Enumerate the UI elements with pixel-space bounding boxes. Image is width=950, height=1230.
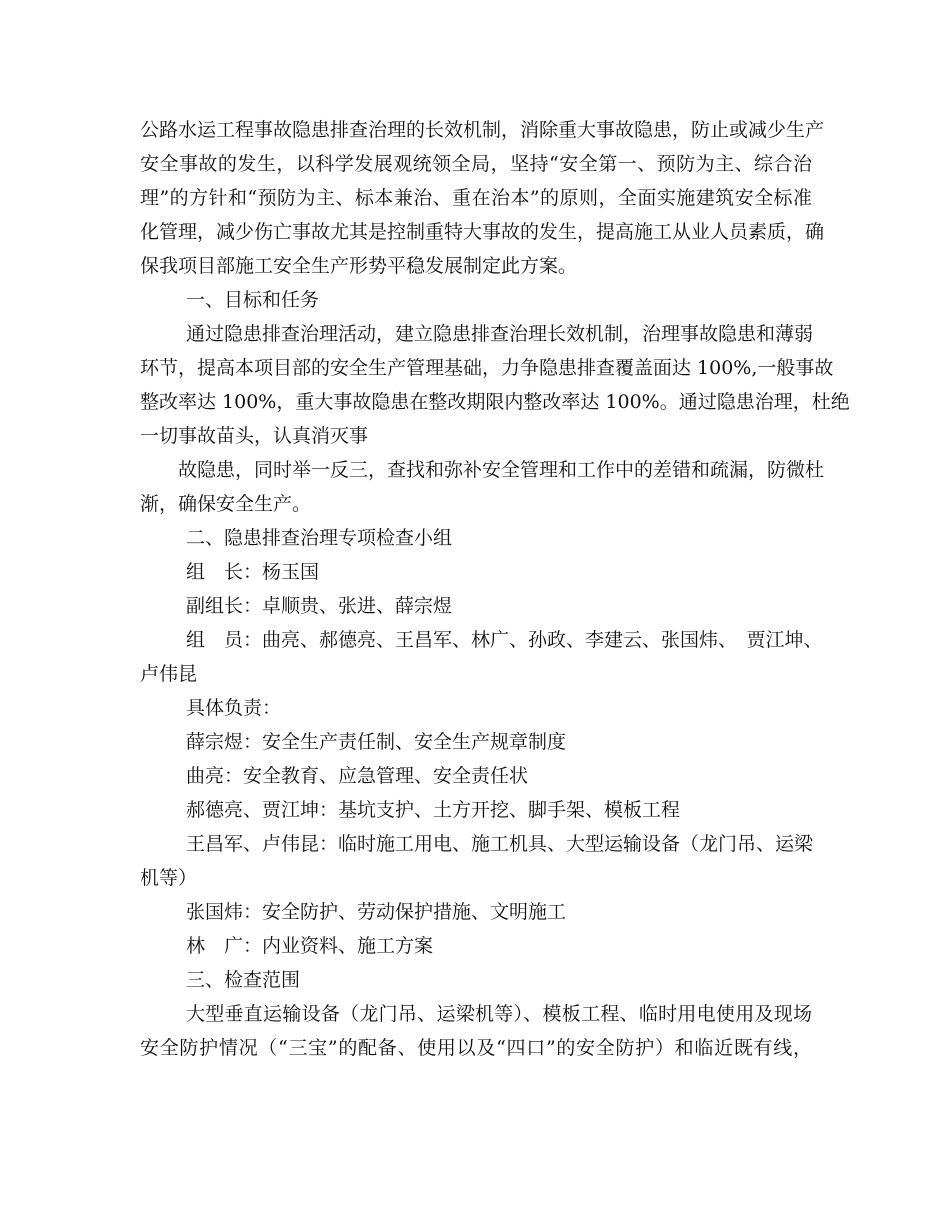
- paragraph-line: 安全防护情况（“三宝”的配备、使用以及“四口”的安全防护）和临近既有线，: [140, 1037, 812, 1059]
- list-item: 组 员：曲亮、郝德亮、王昌军、林广、孙政、李建云、张国炜、 贾江坤、: [186, 629, 823, 651]
- list-item: 具体负责：: [186, 697, 282, 719]
- paragraph-line: 渐，确保安全生产。: [140, 493, 312, 515]
- list-item: 曲亮：安全教育、应急管理、安全责任状: [186, 765, 529, 787]
- paragraph-line: 通过隐患排查治理活动，建立隐患排查治理长效机制，治理事故隐患和薄弱: [186, 323, 814, 345]
- paragraph-line: 理”的方针和“预防为主、标本兼治、重在治本”的原则，全面实施建筑安全标准: [140, 187, 812, 209]
- section-heading: 一、目标和任务: [186, 289, 320, 311]
- section-heading: 二、隐患排查治理专项检查小组: [186, 527, 453, 549]
- paragraph-line: 保我项目部施工安全生产形势平稳发展制定此方案。: [140, 255, 578, 277]
- list-item: 王昌军、卢伟昆：临时施工用电、施工机具、大型运输设备（龙门吊、运梁: [186, 833, 814, 855]
- paragraph-line: 化管理，减少伤亡事故尤其是控制重特大事故的发生，提高施工从业人员素质，确: [140, 221, 825, 243]
- list-item: 张国炜：安全防护、劳动保护措施、文明施工: [186, 901, 567, 923]
- paragraph-line: 公路水运工程事故隐患排查治理的长效机制，消除重大事故隐患，防止或减少生产: [140, 119, 825, 141]
- list-item: 组 长：杨玉国: [186, 561, 320, 583]
- list-item-continuation: 机等）: [140, 867, 198, 889]
- list-item: 林 广：内业资料、施工方案: [186, 935, 434, 957]
- paragraph-line: 大型垂直运输设备（龙门吊、运梁机等）、模板工程、临时用电使用及现场: [186, 1003, 812, 1025]
- paragraph-line: 安全事故的发生，以科学发展观统领全局，坚持“安全第一、预防为主、综合治: [140, 153, 812, 175]
- list-item: 副组长：卓顺贵、张进、薛宗煜: [186, 595, 453, 617]
- paragraph-line: 整改率达 100%，重大事故隐患在整改期限内整改率达 100%。通过隐患治理，杜绝: [140, 391, 850, 413]
- list-item-continuation: 卢伟昆: [140, 663, 198, 685]
- document-body: [140, 113, 850, 1065]
- list-item: 郝德亮、贾江坤：基坑支护、土方开挖、脚手架、模板工程: [186, 799, 681, 821]
- section-heading: 三、检查范围: [186, 969, 301, 991]
- paragraph-line: 故隐患，同时举一反三，查找和弥补安全管理和工作中的差错和疏漏，防微杜: [178, 459, 825, 481]
- list-item: 薛宗煜：安全生产责任制、安全生产规章制度: [186, 731, 567, 753]
- paragraph-line: 一切事故苗头，认真消灭事: [140, 425, 369, 447]
- paragraph-line: 环节，提高本项目部的安全生产管理基础，力争隐患排查覆盖面达 100%,一般事故: [140, 357, 834, 379]
